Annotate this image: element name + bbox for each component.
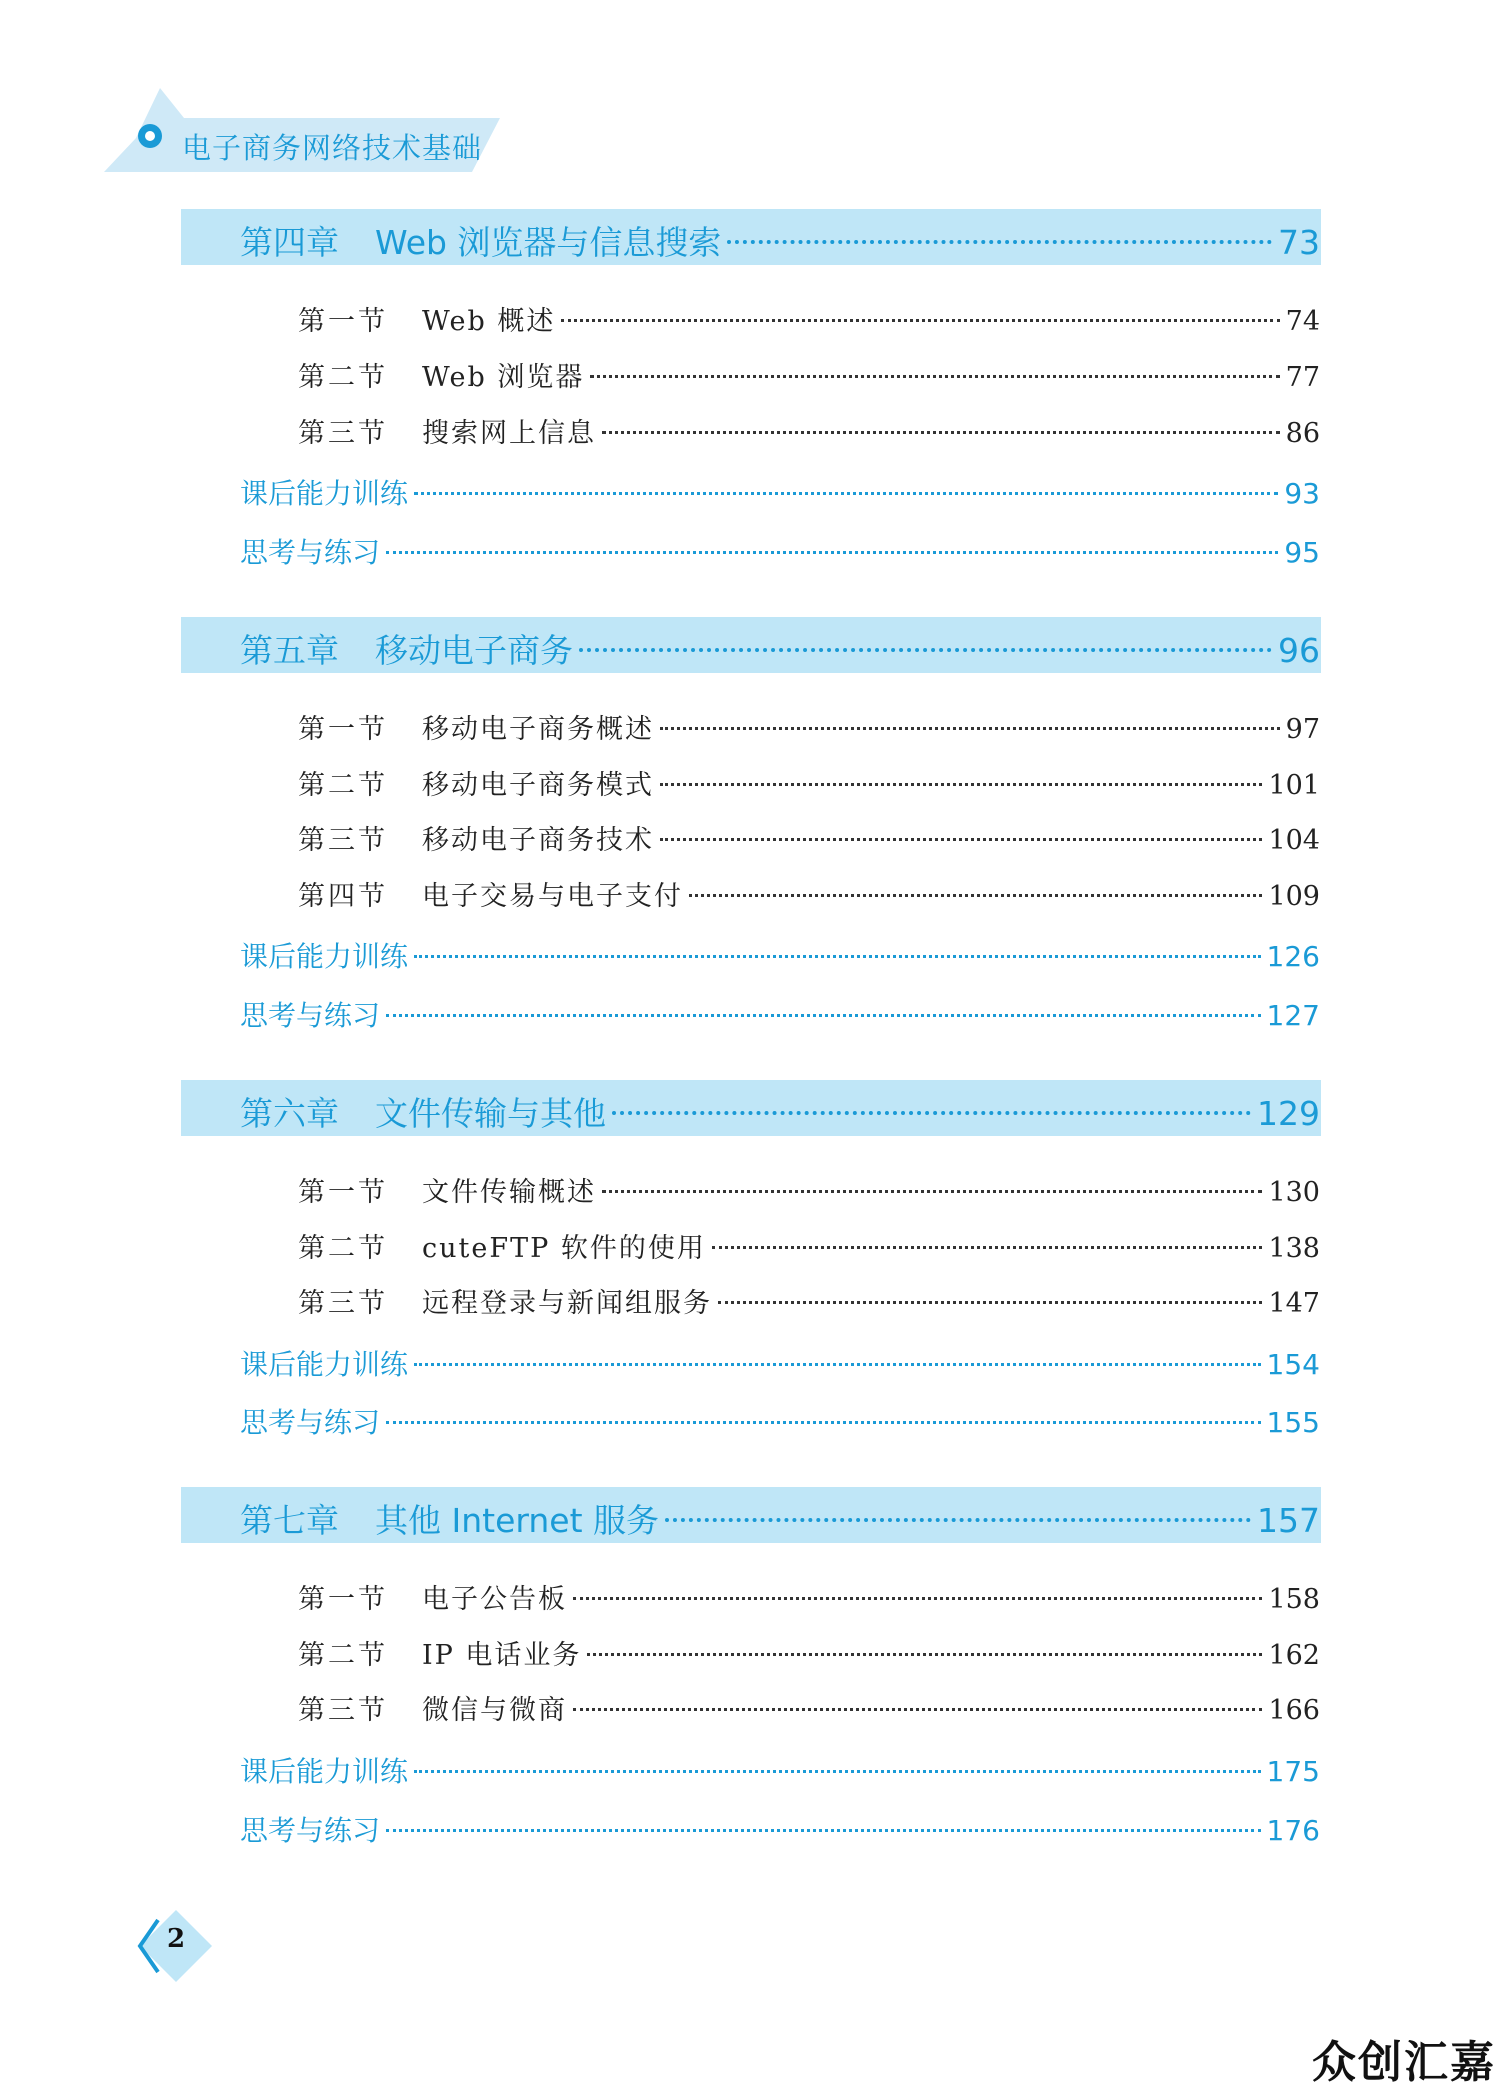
training-entry[interactable] bbox=[240, 1750, 1320, 1790]
dot-leader bbox=[579, 648, 1272, 652]
training-entry[interactable] bbox=[240, 1343, 1320, 1383]
section-entry[interactable] bbox=[298, 1577, 1320, 1616]
section-title: Web 概述 bbox=[422, 306, 556, 337]
dot-leader bbox=[660, 838, 1262, 841]
exercise-entry[interactable] bbox=[240, 1401, 1320, 1441]
chapter-title: 其他 Internet 服务 bbox=[375, 1501, 660, 1540]
page-number-badge bbox=[136, 1906, 216, 1986]
section-page: 147 bbox=[1268, 1288, 1320, 1319]
chapter-number: 第七章 bbox=[240, 1501, 339, 1540]
chapter-number: 第四章 bbox=[240, 223, 339, 262]
dot-leader bbox=[386, 551, 1278, 554]
section-page: 74 bbox=[1285, 306, 1320, 337]
training-label: 课后能力训练 bbox=[240, 477, 409, 510]
dot-leader bbox=[386, 1421, 1261, 1424]
section-number: 第三节 bbox=[298, 1288, 388, 1319]
training-label: 课后能力训练 bbox=[240, 1755, 409, 1788]
section-title: IP 电话业务 bbox=[422, 1640, 582, 1671]
section-number: 第一节 bbox=[298, 306, 388, 337]
dot-leader bbox=[712, 1246, 1263, 1249]
section-entry[interactable] bbox=[298, 1226, 1320, 1265]
exercise-label: 思考与练习 bbox=[240, 1406, 381, 1439]
dot-leader bbox=[718, 1301, 1262, 1304]
dot-leader bbox=[587, 1653, 1262, 1656]
section-entry[interactable] bbox=[298, 1281, 1320, 1320]
exercise-label: 思考与练习 bbox=[240, 536, 381, 569]
section-title: cuteFTP 软件的使用 bbox=[422, 1233, 706, 1264]
section-page: 166 bbox=[1268, 1695, 1320, 1726]
dot-leader bbox=[414, 955, 1261, 958]
section-page: 77 bbox=[1285, 362, 1320, 393]
section-entry[interactable] bbox=[298, 1633, 1320, 1672]
exercise-page: 127 bbox=[1266, 999, 1320, 1032]
training-label: 课后能力训练 bbox=[240, 940, 409, 973]
exercise-entry[interactable] bbox=[240, 994, 1320, 1034]
section-title: 移动电子商务技术 bbox=[422, 825, 654, 856]
chapter-page: 73 bbox=[1278, 223, 1320, 262]
section-entry[interactable] bbox=[298, 763, 1320, 802]
dot-leader bbox=[573, 1708, 1262, 1711]
section-page: 158 bbox=[1268, 1584, 1320, 1615]
section-title: 微信与微商 bbox=[422, 1695, 567, 1726]
chapter-page: 96 bbox=[1278, 631, 1320, 670]
section-entry[interactable] bbox=[298, 818, 1320, 857]
chapter-heading[interactable] bbox=[240, 1088, 1320, 1135]
training-page: 175 bbox=[1266, 1755, 1320, 1788]
chapter-heading[interactable] bbox=[240, 217, 1320, 264]
section-title: 搜索网上信息 bbox=[422, 418, 596, 449]
section-title: 电子交易与电子支付 bbox=[422, 881, 683, 912]
page-number: 2 bbox=[166, 1924, 186, 1954]
book-title: 电子商务网络技术基础 bbox=[182, 131, 483, 165]
dot-leader bbox=[414, 492, 1278, 495]
section-number: 第一节 bbox=[298, 1584, 388, 1615]
training-page: 126 bbox=[1266, 940, 1320, 973]
exercise-entry[interactable] bbox=[240, 1809, 1320, 1849]
section-entry[interactable] bbox=[298, 299, 1320, 338]
section-entry[interactable] bbox=[298, 1688, 1320, 1727]
training-page: 154 bbox=[1266, 1348, 1320, 1381]
section-number: 第一节 bbox=[298, 714, 388, 745]
dot-leader bbox=[612, 1111, 1251, 1115]
dot-leader bbox=[602, 1190, 1262, 1193]
section-entry[interactable] bbox=[298, 355, 1320, 394]
exercise-label: 思考与练习 bbox=[240, 1814, 381, 1847]
section-page: 130 bbox=[1268, 1177, 1320, 1208]
exercise-page: 176 bbox=[1266, 1814, 1320, 1847]
section-entry[interactable] bbox=[298, 411, 1320, 450]
dot-leader bbox=[386, 1014, 1261, 1017]
chapter-title: Web 浏览器与信息搜索 bbox=[375, 223, 722, 262]
section-title: 电子公告板 bbox=[422, 1584, 567, 1615]
dot-leader bbox=[689, 894, 1262, 897]
dot-leader bbox=[602, 431, 1280, 434]
section-number: 第二节 bbox=[298, 1233, 388, 1264]
chapter-title: 移动电子商务 bbox=[375, 631, 573, 670]
chapter-number: 第五章 bbox=[240, 631, 339, 670]
section-page: 97 bbox=[1285, 714, 1320, 745]
dot-leader bbox=[665, 1518, 1251, 1522]
section-entry[interactable] bbox=[298, 1170, 1320, 1209]
exercise-page: 95 bbox=[1284, 536, 1320, 569]
section-number: 第三节 bbox=[298, 418, 388, 449]
chapter-heading[interactable] bbox=[240, 1495, 1320, 1542]
exercise-page: 155 bbox=[1266, 1406, 1320, 1439]
section-title: 移动电子商务概述 bbox=[422, 714, 654, 745]
training-entry[interactable] bbox=[240, 935, 1320, 975]
section-page: 101 bbox=[1268, 770, 1320, 801]
section-number: 第二节 bbox=[298, 1640, 388, 1671]
dot-leader bbox=[386, 1829, 1261, 1832]
section-title: 文件传输概述 bbox=[422, 1177, 596, 1208]
chapter-page: 157 bbox=[1257, 1501, 1320, 1540]
exercise-entry[interactable] bbox=[240, 531, 1320, 571]
section-number: 第二节 bbox=[298, 770, 388, 801]
section-number: 第三节 bbox=[298, 825, 388, 856]
training-page: 93 bbox=[1284, 477, 1320, 510]
dot-leader bbox=[660, 783, 1262, 786]
section-page: 138 bbox=[1268, 1233, 1320, 1264]
chapter-heading[interactable] bbox=[240, 625, 1320, 672]
dot-leader bbox=[414, 1770, 1261, 1773]
chapter-title: 文件传输与其他 bbox=[375, 1094, 606, 1133]
section-entry[interactable] bbox=[298, 707, 1320, 746]
section-entry[interactable] bbox=[298, 874, 1320, 913]
dot-leader bbox=[660, 727, 1280, 730]
training-entry[interactable] bbox=[240, 472, 1320, 512]
dot-leader bbox=[573, 1597, 1262, 1600]
section-title: 移动电子商务模式 bbox=[422, 770, 654, 801]
section-page: 109 bbox=[1268, 881, 1320, 912]
section-page: 86 bbox=[1285, 418, 1320, 449]
training-label: 课后能力训练 bbox=[240, 1348, 409, 1381]
section-number: 第二节 bbox=[298, 362, 388, 393]
exercise-label: 思考与练习 bbox=[240, 999, 381, 1032]
dot-leader bbox=[590, 375, 1279, 378]
chapter-number: 第六章 bbox=[240, 1094, 339, 1133]
section-title: Web 浏览器 bbox=[422, 362, 585, 393]
book-header bbox=[100, 80, 520, 180]
section-page: 104 bbox=[1268, 825, 1320, 856]
dot-leader bbox=[561, 319, 1279, 322]
section-number: 第三节 bbox=[298, 1695, 388, 1726]
dot-leader bbox=[414, 1363, 1261, 1366]
chapter-page: 129 bbox=[1257, 1094, 1320, 1133]
watermark: 众创汇嘉 bbox=[1312, 2037, 1496, 2088]
section-page: 162 bbox=[1268, 1640, 1320, 1671]
section-number: 第一节 bbox=[298, 1177, 388, 1208]
dot-leader bbox=[727, 240, 1272, 244]
section-title: 远程登录与新闻组服务 bbox=[422, 1288, 712, 1319]
section-number: 第四节 bbox=[298, 881, 388, 912]
